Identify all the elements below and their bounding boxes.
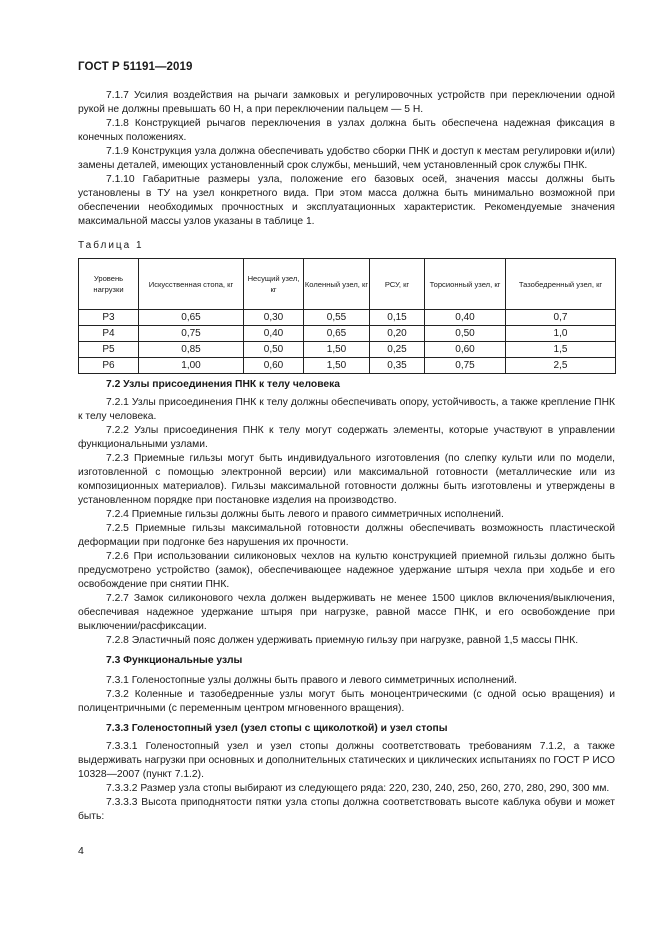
paragraph: 7.3.2 Коленные и тазобедренные узлы могут быть моноцентрическими (с одной осью вращения) и полицентричными (с переменным центром мгновенного вращения). [78,689,615,714]
table-cell: 2,5 [506,358,616,374]
table-cell: 0,40 [425,310,506,326]
paragraph: 7.2.4 Приемные гильзы должны быть левого и правого симметричных исполнений. [106,509,504,520]
table-cell: Р6 [79,358,139,374]
table-row [79,342,616,358]
table-caption: Таблица 1 [78,240,144,251]
table-cell: 0,55 [304,310,370,326]
paragraph: 7.2.7 Замок силиконового чехла должен выдерживать не менее 1500 циклов включения/выключения, обеспечивая надежное удержание штыря при нагрузке, равной массе ПНК, и его освобождение при выключении/расфиксации. [78,593,615,632]
table-cell: 0,65 [304,326,370,342]
table-cell: 1,50 [304,358,370,374]
paragraph: 7.2.2 Узлы присоединения ПНК к телу могут содержать элементы, которые участвуют в управлении функциональными узлами. [78,425,615,450]
table-cell: 1,00 [139,358,244,374]
section-heading: 7.3.3 Голеностопный узел (узел стопы с щиколоткой) и узел стопы [106,723,448,734]
document-body [78,89,615,824]
table-cell: 0,60 [425,342,506,358]
table-cell: 0,15 [370,310,425,326]
table-cell: 0,50 [244,342,304,358]
table-cell: 0,60 [244,358,304,374]
table-cell: 0,65 [139,310,244,326]
mass-table [78,258,616,374]
page-number: 4 [78,845,84,857]
paragraph: 7.3.1 Голеностопные узлы должны быть правого и левого симметричных исполнений. [106,675,517,686]
paragraph: 7.1.10 Габаритные размеры узла, положение его базовых осей, значения массы должны быть установлены в ТУ на узел конкретного вида. При этом масса должна быть минимально возможной при обеспечении необходимых прочностных и эксплуатационных характеристик. Рекомендуемые значения максимальной массы узлов указаны в таблице 1. [78,174,615,227]
paragraph: 7.1.7 Усилия воздействия на рычаги замковых и регулировочных устройств при переключении одной рукой не должны превышать 60 Н, а при переключении пальцем — 5 Н. [78,90,615,115]
table-cell: 1,50 [304,342,370,358]
paragraph: 7.2.5 Приемные гильзы максимальной готовности должны обеспечивать возможность пластической деформации при подгонке без нарушения их прочности. [78,523,615,548]
paragraph: 7.2.8 Эластичный пояс должен удерживать приемную гильзу при нагрузке, равной 1,5 массы ПНК. [106,635,579,646]
table-row [79,358,616,374]
column-header: Несущий узел, кг [244,259,304,310]
table-header-row [79,259,616,310]
table-cell: 0,75 [139,326,244,342]
paragraph: 7.3.3.2 Размер узла стопы выбирают из следующего ряда: 220, 230, 240, 250, 260, 270, 280, 290, 300 мм. [106,783,610,794]
column-header: Уровень нагрузки [79,259,139,310]
paragraph: 7.2.1 Узлы присоединения ПНК к телу должны обеспечивать опору, устойчивость, а также крепление ПНК к телу человека. [78,397,615,422]
table-cell: 0,7 [506,310,616,326]
table-cell: 0,30 [244,310,304,326]
paragraph: 7.3.3.3 Высота приподнятости пятки узла стопы должна соответствовать высоте каблука обуви и может быть: [78,797,615,822]
table-cell: 0,25 [370,342,425,358]
paragraph: 7.1.8 Конструкцией рычагов переключения в узлах должна быть обеспечена надежная фиксация в конечных положениях. [78,118,615,143]
table-cell: 0,50 [425,326,506,342]
column-header: Тазобедренный узел, кг [506,259,616,310]
paragraph: 7.3.3.1 Голеностопный узел и узел стопы должны соответствовать требованиям 7.1.2, а также выдерживать нагрузки при основных и дополнительных статических и циклических испытаниях по ГОСТ Р ИСО 10328—2007 (пункт 7.1.2). [78,741,615,780]
table-cell: 0,75 [425,358,506,374]
paragraph: 7.1.9 Конструкция узла должна обеспечивать удобство сборки ПНК и доступ к местам регулировки и(или) замены деталей, имеющих установленный срок службы, меньший, чем установленный срок службы ПНК. [78,146,615,171]
section-heading: 7.2 Узлы присоединения ПНК к телу человека [106,379,341,390]
table-cell: Р5 [79,342,139,358]
column-header: Искусственная стопа, кг [139,259,244,310]
column-header: Торсионный узел, кг [425,259,506,310]
document-header: ГОСТ Р 51191—2019 [78,61,193,73]
table-cell: 1,5 [506,342,616,358]
table-cell: Р4 [79,326,139,342]
column-header: Коленный узел, кг [304,259,370,310]
table-cell: 0,85 [139,342,244,358]
table-cell: 0,35 [370,358,425,374]
table-cell: 0,40 [244,326,304,342]
table-cell: Р3 [79,310,139,326]
paragraph: 7.2.6 При использовании силиконовых чехлов на культю конструкцией приемной гильзы должно быть предусмотрено устройство (замок), обеспечивающее надежное удержание штыря чехла при ходьбе и его освобождение при снятии ПНК. [78,551,615,590]
table-row [79,310,616,326]
table-cell: 0,20 [370,326,425,342]
paragraph: 7.2.3 Приемные гильзы могут быть индивидуального изготовления (по слепку культи или по модели, изготовленной с помощью электронной версии) или максимальной готовности (металлические или из композиционных материалов). Гильзы максимальной готовности должны быть изготовлены и утверждены в установленном порядке при постановке изделия на производство. [78,453,615,506]
column-header: РСУ, кг [370,259,425,310]
section-heading: 7.3 Функциональные узлы [106,655,243,666]
table-row [79,326,616,342]
table-cell: 1,0 [506,326,616,342]
